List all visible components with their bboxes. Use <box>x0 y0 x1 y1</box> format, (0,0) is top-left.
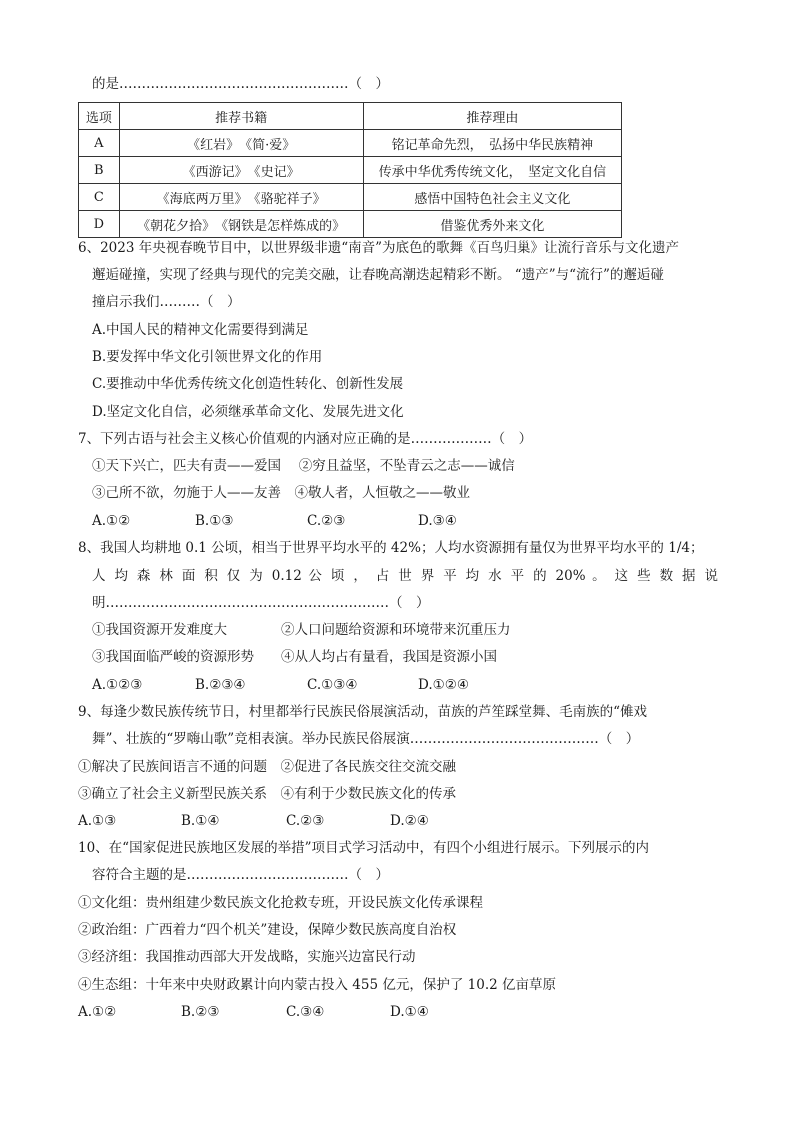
q7-option-c: C.②③ <box>307 513 346 529</box>
q6-option: A.中国人民的精神文化需要得到满足 <box>92 322 309 338</box>
table-cell: 铭记革命先烈， 弘扬中华民族精神 <box>363 130 621 157</box>
q8-option-c: C.①③④ <box>307 677 358 693</box>
q7-option-d: D.③④ <box>418 513 457 529</box>
q10-option-a: A.①② <box>78 1004 117 1020</box>
q10-option-c: C.③④ <box>286 1004 325 1020</box>
table-cell: 借鉴优秀外来文化 <box>363 211 621 238</box>
q5-tail: 的是……………………………………………（ ） <box>92 76 389 92</box>
q7-item-line: ①天下兴亡，匹夫有责——爱国 ②穷且益坚，不坠青云之志——诚信 <box>92 458 515 474</box>
q9-option-a: A.①③ <box>78 813 117 829</box>
q8-item-line: ③我国面临严峻的资源形势 ④从人均占有量看，我国是资源小国 <box>92 649 497 665</box>
q10-stem-line: 10、在“国家促进民族地区发展的举措”项目式学习活动中，有四个小组进行展示。下列展示的内 <box>78 840 649 856</box>
table-cell: 《朝花夕拾》 《钢铁是怎样炼成的》 <box>119 211 363 238</box>
q8-option-d: D.①②④ <box>418 677 469 693</box>
q10-option-b: B.②③ <box>181 1004 220 1020</box>
table-cell: 《海底两万里》 《骆驼祥子》 <box>119 184 363 211</box>
table-cell: C <box>79 184 120 211</box>
q8-stem-line: 人 均 森 林 面 积 仅 为 0.12 公 顷 ， 占 世 界 平 均 水 平 的 20% 。 这 些 数 据 说 <box>92 568 718 584</box>
table-header-cell: 推荐书籍 <box>119 103 363 130</box>
table-cell: 《西游记》 《史记》 <box>119 157 363 184</box>
table-row <box>79 157 622 184</box>
q8-option-a: A.①②③ <box>92 677 143 693</box>
q10-item-line: ②政治组：广西着力“四个机关”建设，保障少数民族高度自治权 <box>78 922 457 938</box>
q9-stem-line: 舞”、壮族的“罗嗨山歌”竞相表演。举办民族民俗展演……………………………………（ ） <box>92 731 640 747</box>
q7-stem: 7、下列古语与社会主义核心价值观的内涵对应正确的是………………（ ） <box>78 431 533 447</box>
q6-option: C.要推动中华优秀传统文化创造性转化、创新性发展 <box>92 376 404 392</box>
q6-stem-line: 6、2023 年央视春晚节目中，以世界级非遗“南音”为底色的歌舞《百鸟归巢》让流行音乐与文化遗产 <box>78 240 680 256</box>
table-cell: 《红岩》 《简·爱》 <box>119 130 363 157</box>
table-header-row <box>79 103 622 130</box>
q6-option: D.坚定文化自信，必须继承革命文化、发展先进文化 <box>92 404 404 420</box>
q6-option: B.要发挥中华文化引领世界文化的作用 <box>92 349 323 365</box>
q9-stem-line: 9、每逢少数民族传统节日，村里都举行民族民俗展演活动，苗族的芦笙踩堂舞、毛南族的“傩戏 <box>78 704 647 720</box>
table-row <box>79 130 622 157</box>
q8-item-line: ①我国资源开发难度大 ②人口问题给资源和环境带来沉重压力 <box>92 622 511 638</box>
q7-item-line: ③己所不欲，勿施于人——友善 ④敬人者，人恒敬之——敬业 <box>92 485 470 501</box>
q6-stem-line: 撞启示我们………（ ） <box>92 294 241 310</box>
q8-stem-line: 明………………………………………………………（ ） <box>92 595 430 611</box>
q10-item-line: ④生态组：十年来中央财政累计向内蒙古投入 455 亿元，保护了 10.2 亿亩草原 <box>78 977 556 993</box>
table-row <box>79 211 622 238</box>
table-cell: A <box>79 130 120 157</box>
q6-stem-line: 邂逅碰撞，实现了经典与现代的完美交融，让春晚高潮迭起精彩不断。 “遗产”与“流行”的邂逅碰 <box>92 267 664 283</box>
q7-option-b: B.①③ <box>195 513 234 529</box>
table-cell: B <box>79 157 120 184</box>
q9-option-b: B.①④ <box>181 813 220 829</box>
table-header-cell: 推荐理由 <box>363 103 621 130</box>
table-cell: D <box>79 211 120 238</box>
q10-option-d: D.①④ <box>390 1004 429 1020</box>
q7-option-a: A.①② <box>92 513 131 529</box>
q8-option-b: B.②③④ <box>195 677 246 693</box>
table-cell: 感悟中国特色社会主义文化 <box>363 184 621 211</box>
q9-option-d: D.②④ <box>390 813 429 829</box>
q10-stem-line: 容符合主题的是………………………………（ ） <box>92 867 389 883</box>
q9-option-c: C.②③ <box>286 813 325 829</box>
q9-item-line: ③确立了社会主义新型民族关系 ④有利于少数民族文化的传承 <box>78 786 456 802</box>
q8-stem-line: 8、我国人均耕地 0.1 公顷，相当于世界平均水平的 42%；人均水资源拥有量仅为世界平均水平的 1/4； <box>78 540 704 556</box>
table-header-cell: 选项 <box>79 103 120 130</box>
q10-item-line: ③经济组：我国推动西部大开发战略，实施兴边富民行动 <box>78 949 416 965</box>
book-recommendation-table <box>78 102 622 238</box>
table-cell: 传承中华优秀传统文化， 坚定文化自信 <box>363 157 621 184</box>
q10-item-line: ①文化组：贵州组建少数民族文化抢救专班，开设民族文化传承课程 <box>78 895 483 911</box>
q9-item-line: ①解决了民族间语言不通的问题 ②促进了各民族交往交流交融 <box>78 759 456 775</box>
table-row <box>79 184 622 211</box>
